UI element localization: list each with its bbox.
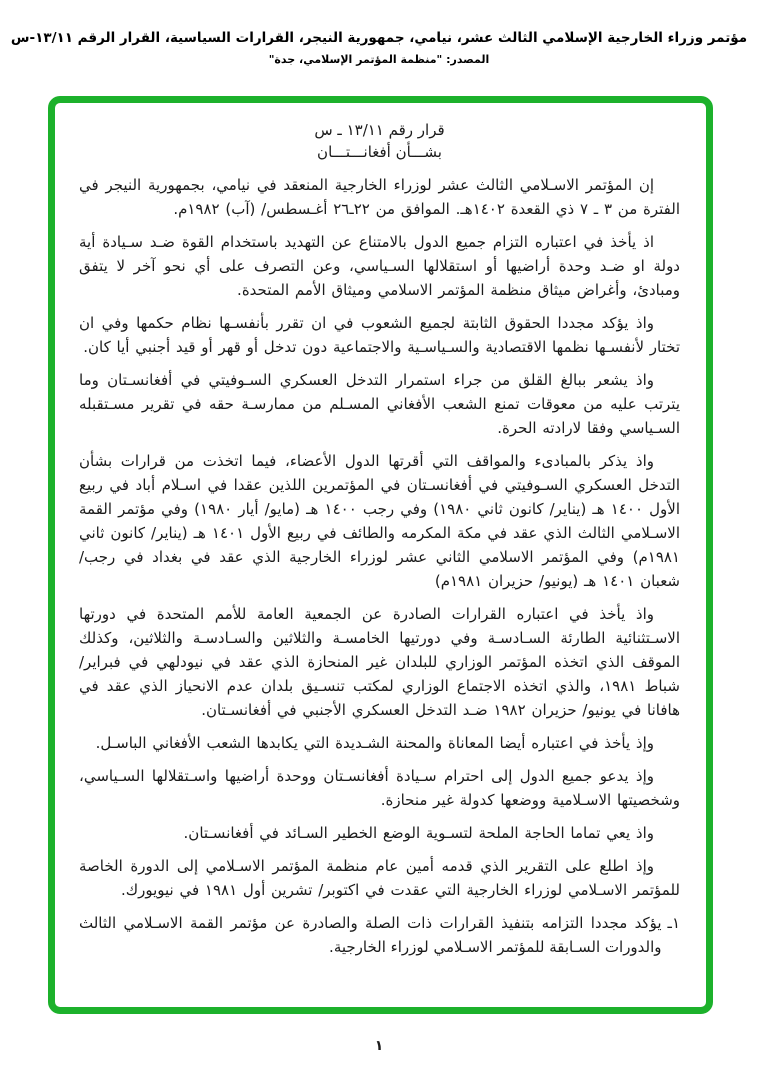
resolution-paragraph: واذ يشعر ببالغ القلق من جراء استمرار التدخل العسكري السـوفيتي في أفغانسـتان وما يترتب عليه من معوقات تمنع الشعب الأفغاني المسـلم من ممارسـة حقه في تقرير مسـتقبله السـياسي وفقا لارادته الحرة. <box>79 371 680 437</box>
resolution-operative-item <box>79 911 680 959</box>
header-publisher-line: المصدر: "منظمة المؤتمر الإسلامي، جدة" <box>268 53 490 66</box>
resolution-number-title: قرار رقم ١٣/١١ ـ س <box>314 121 445 139</box>
item-text: يؤكد مجددا التزامه بتنفيذ القرارات ذات الصلة والصادرة عن مؤتمر القمة الاسـلامي الثالث والدورات السـابقة للمؤتمر الاسـلامي لوزراء الخارجية. <box>79 914 662 956</box>
resolution-body <box>55 103 706 1007</box>
resolution-paragraph: واذ يعي تماما الحاجة الملحة لتسـوية الوضع الخطير السـائد في أفغانسـتان. <box>183 824 654 842</box>
resolution-paragraph: واذ يأخذ في اعتباره القرارات الصادرة عن الجمعية العامة للأمم المتحدة في دورتها الاسـتثنائية الطارئة السـادسـة وفي دورتيها الخامسـة والثلاثين والسـادسـة والثلاثين، وكذلك الموقف الذي اتخذه المؤتمر الوزاري للبلدان غير المنحازة الذي عقد في نيودلهي في فبراير/ شباط ١٩٨١، والذي اتخذه الاجتماع الوزاري لمكتب تنسـيق بلدان عدم الانحياز الذي عقد في هافانا في يونيو/ حزيران ١٩٨٢ ضـد التدخل العسكري الأجنبي في أفغانسـتان. <box>79 605 680 719</box>
resolution-paragraph: وإذ يأخذ في اعتباره أيضا المعاناة والمحنة الشـديدة التي يكابدها الشعب الأفغاني الباسـل. <box>95 734 654 752</box>
resolution-title <box>79 121 680 161</box>
resolution-paragraph: اذ يأخذ في اعتباره التزام جميع الدول بالامتناع عن التهديد باستخدام القوة ضـد سـيادة أية دولة او ضـد وحدة أراضيها أو استقلالها السـياسي، وعن التصرف على أي نحو آخر لا يتفق ومبادئ، وأغراض ميثاق منظمة المؤتمر الاسلامي وميثاق الأمم المتحدة. <box>79 233 680 299</box>
document-border-frame <box>48 96 713 1014</box>
page-number: ١ <box>374 1038 384 1054</box>
resolution-subject-title: بشـــأن أفغانـــتـــان <box>317 143 442 161</box>
resolution-paragraph: وإذ اطلع على التقرير الذي قدمه أمين عام منظمة المؤتمر الاسـلامي إلى الدورة الخاصة للمؤتمر الاسـلامي لوزراء الخارجية التي عقدت في اكتوبر/ تشرين أول ١٩٨١ في نيويورك. <box>79 857 680 899</box>
document-header <box>0 30 758 66</box>
resolution-paragraph: وإذ يدعو جميع الدول إلى احترام سـيادة أفغانسـتان ووحدة أراضيها واسـتقلالها السـياسي، وشخصيتها الاسـلامية ووضعها كدولة غير منحازة. <box>79 767 680 809</box>
header-source-line: مؤتمر وزراء الخارجية الإسلامي الثالث عشر، نيامي، جمهورية النيجر، القرارات السياسية، القرار الرقم ١٣/١١-س <box>10 30 748 46</box>
resolution-paragraph: واذ يؤكد مجددا الحقوق الثابتة لجميع الشعوب في ان تقرر بأنفسـها نظام حكمها وفي ان تختار لأنفسـها نظمها الاقتصادية والسـياسـية والاجتماعية دون تدخل أو قهر أو قيد أجنبي أيا كان. <box>79 314 680 356</box>
resolution-paragraph: إن المؤتمر الاسـلامي الثالث عشر لوزراء الخارجية المنعقد في نيامي، بجمهورية النيجر في الفترة من ٣ ـ ٧ ذي القعدة ١٤٠٢هـ. الموافق من ٢٢ـ٢٦ أغـسطس/ (آب) ١٩٨٢م. <box>79 176 680 218</box>
resolution-paragraph: واذ يذكر بالمبادىء والمواقف التي أقرتها الدول الأعضاء، فيما اتخذت من قرارات بشأن التدخل العسكري السـوفيتي في أفغانسـتان في المؤتمرين اللذين عقدا في اسـلام أباد في ربيع الأول ١٤٠٠ هـ (يناير/ كانون ثاني ١٩٨٠) وفي رجب ١٤٠٠ هـ (مايو/ أيار ١٩٨٠) وفي مؤتمر القمة الاسـلامي الثالث الذي عقد في مكة المكرمه والطائف في ربيع الأول ١٤٠١ هـ (يناير/ كانون ثاني ١٩٨١م) وفي المؤتمر الاسلامي الثاني عشر لوزراء الخارجية الذي عقد في بغداد في رجب/ شعبان ١٤٠١ هـ (يونيو/ حزيران ١٩٨١م) <box>79 452 680 590</box>
item-number: ١ـ <box>667 914 680 932</box>
page-footer <box>0 1038 758 1054</box>
